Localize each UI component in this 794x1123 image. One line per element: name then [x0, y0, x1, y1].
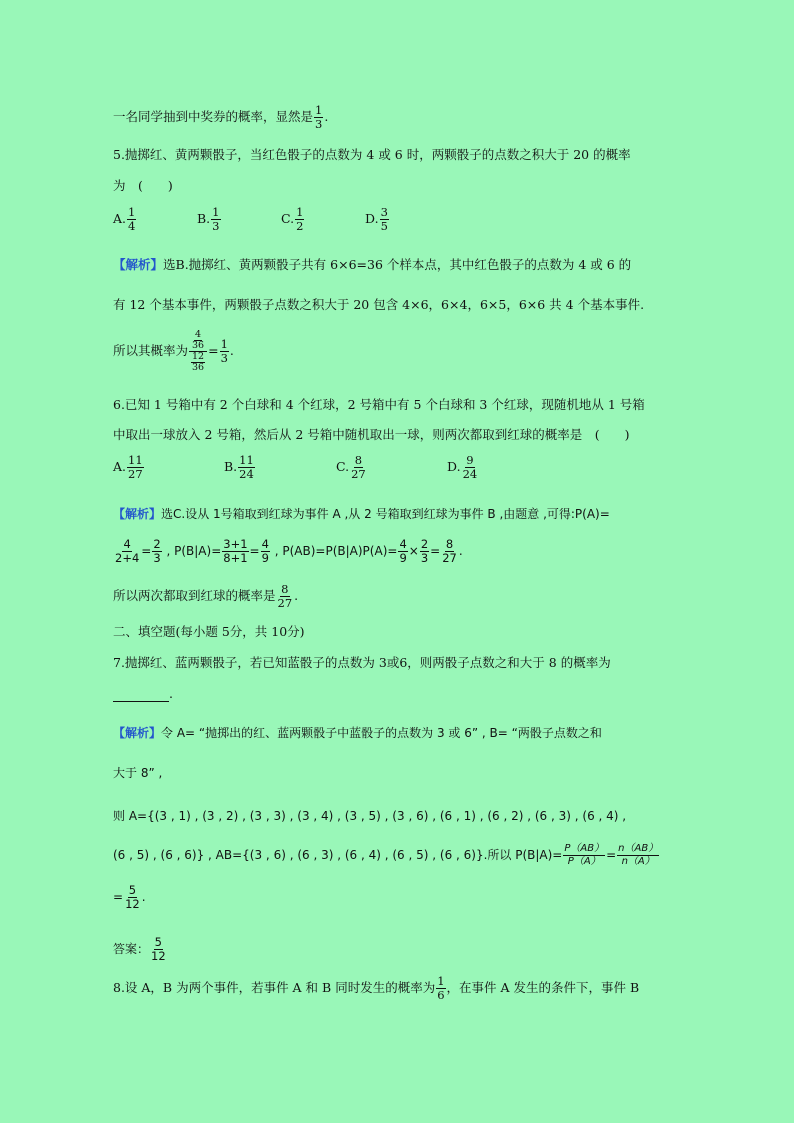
q6-solution-line2: $\frac{4}{2+4}$ = $\frac{2}{3}$ , P(B|A)= $\frac{3+1}{8+1}$ = $\frac{4}{9}$ , P(AB)=P(B|A)P(A)= $\frac{4}{9}$ × $\frac{2}{3}$ = $\frac{8}{27}$ .	[115, 537, 463, 565]
q7-answer-blank: .	[113, 686, 173, 702]
q5-solution-line3: 所以其概率为 $\frac{\frac{4}{36}}{\frac{12}{36}}$ = $\frac{1}{3}$ .	[113, 329, 234, 373]
q7-solution-line4: (6 , 5) , (6 , 6)} , AB={(3 , 6) , (6 , 3) , (6 , 4) , (6 , 5) , (6 , 6)}.所以 P(B|A)= $\frac{P(AB)}{P(A)}$ = $\frac{n(AB)}{n(A)}$	[113, 843, 659, 867]
q5-option-b: B. $\frac{1}{3}$	[197, 205, 220, 233]
analysis-tag: 【解析】	[113, 726, 162, 740]
intro-text: 一名同学抽到中奖券的概率，显然是	[113, 109, 314, 124]
q5-solution-line2: 有 12 个基本事件，两颗骰子点数之积大于 20 包含 4×6，6×4，6×5，6×6 共 4 个基本事件.	[113, 297, 645, 312]
blank-line	[113, 689, 169, 702]
q7-solution-line5: = $\frac{5}{12}$ .	[113, 883, 146, 911]
q6-stem-line2: 中取出一球放入 2 号箱，然后从 2 号箱中随机取出一球，则两次都取到红球的概率是 ( )	[113, 427, 630, 442]
q8-stem-line1: 8.设 A，B 为两个事件，若事件 A 和 B 同时发生的概率为 $\frac{1}{6}$ ，在事件 A 发生的条件下，事件 B	[113, 974, 640, 1002]
q7-stem-line1: 7.抛掷红、蓝两颗骰子，若已知蓝骰子的点数为 3或6，则两骰子点数之和大于 8 的概率为	[113, 655, 611, 670]
nested-fraction: $\frac{\frac{4}{36}}{\frac{12}{36}}$	[189, 330, 207, 373]
q5-stem-line1: 5.抛掷红、黄两颗骰子，当红色骰子的点数为 4 或 6 时，两颗骰子的点数之积大于 20 的概率	[113, 147, 631, 162]
q6-option-d: D. $\frac{9}{24}$	[447, 453, 478, 481]
section-heading: 二、填空题(每小题 5分，共 10分)	[113, 624, 305, 639]
q5-stem-line2: 为 ( )	[113, 178, 173, 193]
q6-solution-line1: 【解析】选C.设从 1号箱取到红球为事件 A ,从 2 号箱取到红球为事件 B ,由题意 ,可得:P(A)=	[113, 507, 610, 521]
q7-solution-line1: 【解析】令 A= “抛掷出的红、蓝两颗骰子中蓝骰子的点数为 3 或 6” , B= “两骰子点数之和	[113, 726, 602, 740]
q6-solution-line3: 所以两次都取到红球的概率是 $\frac{8}{27}$ .	[113, 582, 299, 610]
q5-option-a: A. $\frac{1}{4}$	[113, 205, 136, 233]
intro-line: 一名同学抽到中奖券的概率，显然是 $\frac{1}{3}$ .	[113, 103, 329, 131]
q5-option-c: C. $\frac{1}{2}$	[281, 205, 304, 233]
q7-solution-line3: 则 A={(3 , 1) , (3 , 2) , (3 , 3) , (3 , 4) , (3 , 5) , (3 , 6) , (6 , 1) , (6 , 2) , (6 , 3) , (6 , 4) ,	[113, 809, 627, 823]
q6-option-a: A. $\frac{11}{27}$	[113, 453, 143, 481]
q5-solution-line1: 【解析】选B.抛掷红、黄两颗骰子共有 6×6=36 个样本点，其中红色骰子的点数为 4 或 6 的	[113, 257, 632, 272]
q5-option-d: D. $\frac{3}{5}$	[365, 205, 388, 233]
q7-answer: 答案： $\frac{5}{12}$	[113, 935, 166, 963]
q7-solution-line2: 大于 8” ,	[113, 766, 163, 780]
intro-fraction: $\frac{1}{3}$	[315, 103, 323, 131]
q6-stem-line1: 6.已知 1 号箱中有 2 个白球和 4 个红球，2 号箱中有 5 个白球和 3 个红球，现随机地从 1 号箱	[113, 397, 645, 412]
analysis-tag: 【解析】	[113, 507, 162, 521]
q6-option-b: B. $\frac{11}{24}$	[224, 453, 254, 481]
q6-option-c: C. $\frac{8}{27}$	[336, 453, 366, 481]
analysis-tag: 【解析】	[113, 257, 164, 272]
